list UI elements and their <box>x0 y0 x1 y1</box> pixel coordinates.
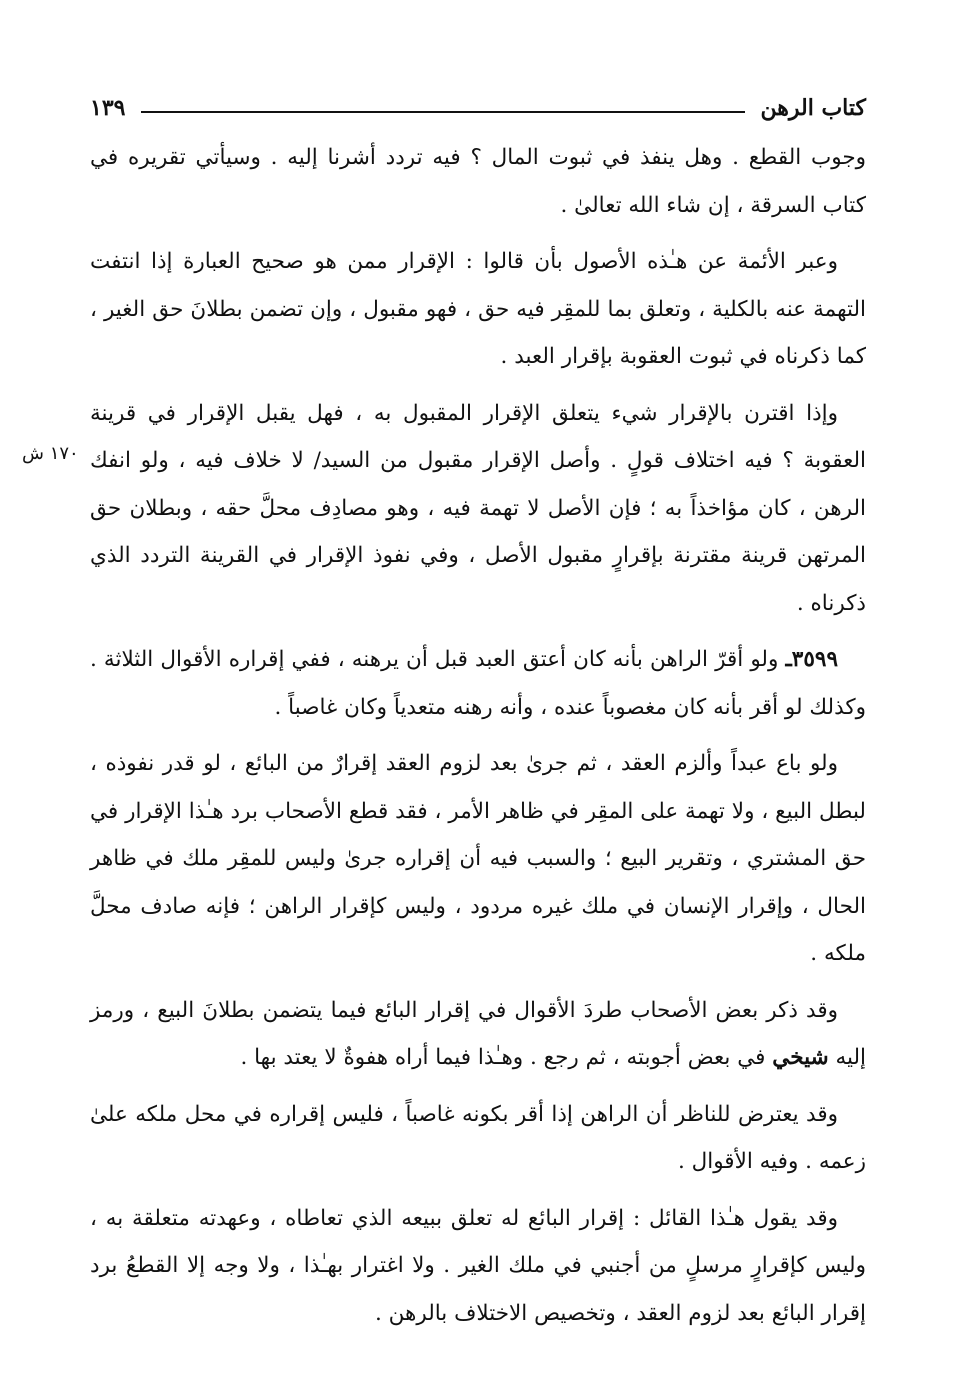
paragraph-4-text: ولو أقرّ الراهن بأنه كان أعتق العبد قبل أن يرهنه ، ففي إقراره الأقوال الثلاثة . وكذلك لو أقر بأنه كان مغصوباً عنده ، وأنه رهنه متعدياً وكان غاصباً . <box>90 647 866 720</box>
paragraph-5: ولو باع عبداً وألزم العقد ، ثم جرىٰ بعد لزوم العقد إقرارٌ من البائع ، لو قدر نفوذه ، لبطل البيع ، ولا تهمة على المقِر في ظاهر الأمر ، فقد قطع الأصحاب برد هـٰذا الإقرار في حق المشتري ، وتقرير البيع ؛ والسبب فيه أن إقراره جرىٰ وليس للمقِر ملك في ظاهر الحال ، وإقرار الإنسان في ملك غيره مردود ، وليس كإقرار الراهن ؛ فإنه صادف محلَّ ملكه . <box>90 751 866 966</box>
page-number: ١٣٩ <box>90 95 126 121</box>
paragraph-2: وعبر الأئمة عن هـٰذه الأصول بأن قالوا : الإقرار ممن هو صحيح العبارة إذا انتفت التهمة عنه بالكلية ، وتعلق بما للمقِر فيه حق ، فهو مقبول ، وإن تضمن بطلانَ حق الغير ، كما ذكرناه في ثبوت العقوبة بإقرار العبد . <box>90 249 866 369</box>
paragraph-4 <box>90 636 866 731</box>
paragraph-7: وقد يعترض للناظر أن الراهن إذا أقر بكونه غاصباً ، فليس إقراره في محل ملكه علىٰ زعمه . وفيه الأقوال . <box>90 1101 866 1174</box>
paragraph-1: وجوب القطع . وهل ينفذ في ثبوت المال ؟ فيه تردد أشرنا إليه . وسيأتي تقريره في كتاب السرقة ، إن شاء الله تعالىٰ . <box>90 145 866 218</box>
margin-note: ١٧٠ ش <box>22 443 79 464</box>
paragraph-6-after: في بعض أجوبته ، ثم رجع . وهـٰذا فيما أراه هفوةٌ لا يعتد بها . <box>240 1045 766 1070</box>
paragraph-6-bold: شيخي <box>772 1045 829 1070</box>
paragraph-3: وإذا اقترن بالإقرار شيء يتعلق الإقرار المقبول به ، فهل يقبل الإقرار في قرينة العقوبة ؟ فيه اختلاف قولٍ . وأصل الإقرار مقبول من السيد/ لا خلاف فيه ، ولو انفك الرهن ، كان مؤاخذاً به ؛ فإن الأصل لا تهمة فيه ، وهو مصادِف محلَّ حقه ، وبطلان حق المرتهن قرينة مقترنة بإقرارٍ مقبول الأصل ، وفي نفوذ الإقرار في القرينة التردد الذي ذكرناه . <box>90 400 866 616</box>
paragraph-6-before: وقد ذكر بعض الأصحاب طردَ الأقوال في إقرار البائع فيما يتضمن بطلانَ البيع ، ورمز إليه <box>90 997 866 1070</box>
header-rule <box>141 111 744 113</box>
book-page <box>90 88 866 1346</box>
paragraph-6 <box>90 987 866 1082</box>
running-header <box>90 88 866 128</box>
paragraph-8: وقد يقول هـٰذا القائل : إقرار البائع له تعلق ببيعه الذي تعاطاه ، وعهدته متعلقة به ، وليس كإقرارٍ مرسلٍ من أجنبي في ملك الغير . ولا اغترار بهـٰذا ، ولا وجه إلا القطعُ برد إقرار البائع بعد لزوم العقد ، وتخصيص الاختلاف بالرهن . <box>90 1205 866 1326</box>
issue-number: ٣٥٩٩ـ <box>785 647 838 672</box>
chapter-title: كتاب الرهن <box>760 95 866 121</box>
